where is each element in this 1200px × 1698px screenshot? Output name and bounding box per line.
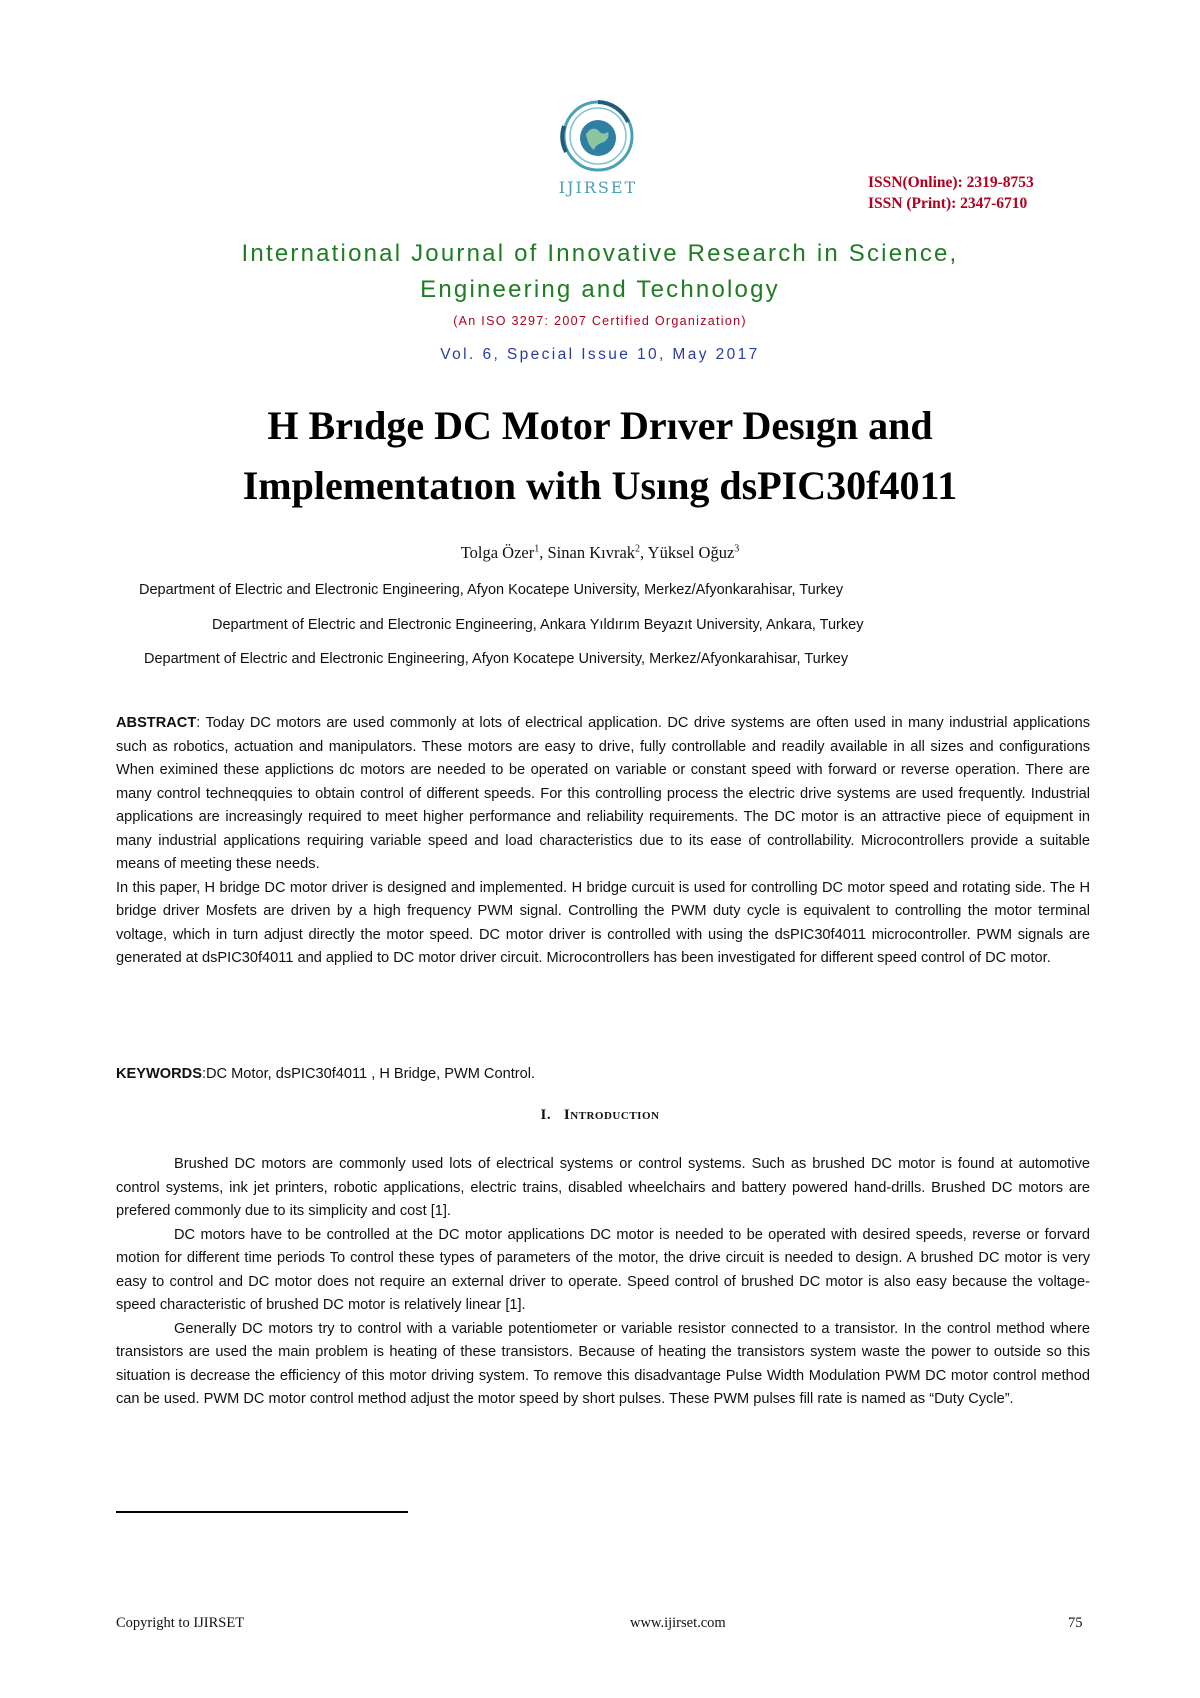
author-affiliation-mark: 1 bbox=[534, 543, 540, 555]
section-title: Introduction bbox=[563, 1107, 660, 1123]
author-name: Yüksel Oğuz bbox=[647, 543, 735, 562]
author-separator: , bbox=[640, 543, 648, 562]
issn-block bbox=[868, 172, 1078, 214]
issn-online: ISSN(Online): 2319-8753 bbox=[868, 174, 1034, 191]
globe-icon bbox=[538, 94, 658, 180]
issn-print: ISSN (Print): 2347-6710 bbox=[868, 195, 1028, 212]
keywords bbox=[116, 1063, 1090, 1087]
iso-certification: (An ISO 3297: 2007 Certified Organization) bbox=[453, 314, 747, 328]
author-name: Tolga Özer bbox=[460, 543, 535, 562]
abstract-text: : Today DC motors are used commonly at lots of electrical application. DC drive systems are often used in many industrial applications such as robotics, actuation and manipulators. These motors are easy to drive, fully controllable and readily available in all sizes and configurations When eximined these applictions dc motors are needed to be operated on variable or constant speed with forward or reverse operation. There are many control techneqquies to obtain control of different speeds. For this controlling process the electric drive systems are used frequently. Industrial applications are increasingly required to meet higher performance and reliability requirements. The DC motor is an attractive piece of equipment in many industrial applications requiring variable speed and load characteristics due to its ease of controllability. Microcontrollers provide a suitable means of meeting these needs. bbox=[116, 715, 1090, 872]
affiliation-2: Department of Electric and Electronic Engineering, Ankara Yıldırım Beyazıt University, Ankara, Turkey bbox=[212, 617, 864, 633]
author-name: Sinan Kıvrak bbox=[547, 543, 636, 562]
keywords-label: KEYWORDS bbox=[116, 1066, 202, 1082]
author-affiliation-mark: 3 bbox=[734, 543, 740, 555]
keywords-text: :DC Motor, dsPIC30f4011 , H Bridge, PWM Control. bbox=[201, 1066, 536, 1082]
abstract-label: ABSTRACT bbox=[116, 715, 197, 731]
introduction-text bbox=[116, 1153, 1090, 1412]
section-heading bbox=[0, 1107, 1200, 1124]
paper-title-line2: Implementatıon with Usıng dsPIC30f4011 bbox=[242, 463, 958, 508]
page-number: 75 bbox=[1068, 1615, 1083, 1631]
affiliation-1: Department of Electric and Electronic Engineering, Afyon Kocatepe University, Merkez/Afyonkarahisar, Turkey bbox=[139, 582, 844, 598]
paper-title-line1: H Brıdge DC Motor Drıver Desıgn and bbox=[267, 403, 933, 448]
section-number: I. bbox=[540, 1107, 552, 1123]
volume-info: Vol. 6, Special Issue 10, May 2017 bbox=[440, 346, 760, 363]
intro-paragraph-1: Brushed DC motors are commonly used lots of electrical systems or control systems. Such as brushed DC motor is found at automotive control systems, ink jet printers, robotic applications, electric trains, disabled wheelchairs and battery powered hand-drills. Brushed DC motors are prefered commonly due to its simplicity and cost [1]. bbox=[116, 1156, 1090, 1219]
footer-website[interactable]: www.ijirset.com bbox=[630, 1615, 726, 1631]
affiliation-3: Department of Electric and Electronic Engineering, Afyon Kocatepe University, Merkez/Afyonkarahisar, Turkey bbox=[144, 651, 849, 667]
logo-text: IJIRSET bbox=[558, 178, 638, 197]
abstract-paragraph bbox=[116, 712, 1090, 877]
abstract bbox=[116, 712, 1090, 971]
author-affiliation-mark: 2 bbox=[635, 543, 641, 555]
author-separator: , bbox=[539, 543, 548, 562]
footer-copyright: Copyright to IJIRSET bbox=[116, 1615, 245, 1631]
journal-title bbox=[0, 236, 1200, 308]
paper-title bbox=[100, 396, 1100, 516]
journal-logo bbox=[538, 94, 658, 206]
footnote-rule bbox=[116, 1511, 408, 1513]
journal-title-line1: International Journal of Innovative Research in Science, bbox=[241, 240, 959, 267]
abstract-paragraph-2: In this paper, H bridge DC motor driver is designed and implemented. H bridge curcuit is used for controlling DC motor speed and rotating side. The H bridge driver Mosfets are driven by a high frequency PWM signal. Controlling the PWM duty cycle is equivalent to controlling the motor terminal voltage, which in turn adjust directly the motor speed. DC motor driver is controlled with using the dsPIC30f4011 microcontroller. PWM signals are generated at dsPIC30f4011 and applied to DC motor driver circuit. Microcontrollers has been investigated for different speed control of DC motor. bbox=[116, 879, 1090, 966]
intro-paragraph-2: DC motors have to be controlled at the DC motor applications DC motor is needed to be operated with desired speeds, reverse or forvard motion for different time periods To control these types of parameters of the motor, the drive circuit is needed to design. A brushed DC motor is very easy to control and DC motor does not require an external driver to operate. Speed control of brushed DC motor is also easy because the voltage-speed characteristic of brushed DC motor is relatively linear [1]. bbox=[116, 1226, 1090, 1313]
author-list bbox=[0, 543, 1200, 563]
journal-title-line2: Engineering and Technology bbox=[420, 276, 780, 303]
intro-paragraph-3: Generally DC motors try to control with a variable potentiometer or variable resistor connected to a transistor. In the control method where transistors are used the main problem is heating of these transistors. Because of heating the transistors system waste the power to outside so this situation is decrease the efficiency of this motor driving system. To remove this disadvantage Pulse Width Modulation PWM DC motor control method can be used. PWM DC motor control method adjust the motor speed by short pulses. These PWM pulses fill rate is named as “Duty Cycle”. bbox=[116, 1320, 1090, 1407]
